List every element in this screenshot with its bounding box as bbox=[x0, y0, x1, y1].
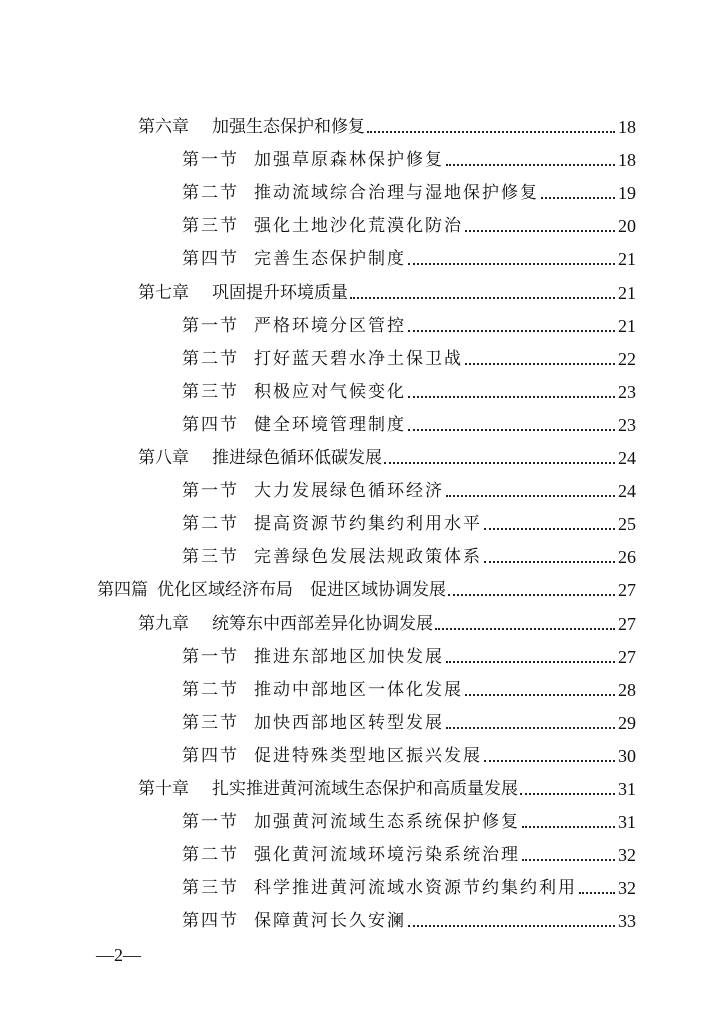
dot-leader bbox=[384, 462, 615, 464]
dot-leader bbox=[522, 859, 615, 861]
toc-entry-section[interactable] bbox=[182, 174, 636, 204]
toc-entry-title: 推进绿色循环低碳发展 bbox=[212, 448, 382, 468]
toc-entry-section[interactable] bbox=[182, 505, 636, 535]
toc-entry-title: 打好蓝天碧水净土保卫战 bbox=[254, 348, 463, 369]
toc-entry-chapter[interactable] bbox=[138, 605, 636, 635]
dot-leader bbox=[522, 826, 615, 828]
toc-entry-section[interactable] bbox=[182, 671, 636, 701]
toc-entry-section[interactable] bbox=[182, 704, 636, 734]
toc-entry-section[interactable] bbox=[182, 141, 636, 171]
toc-entry-number: 第三节 bbox=[182, 381, 239, 402]
toc-entry-number: 第二节 bbox=[182, 845, 239, 866]
toc-entry-number: 第二节 bbox=[182, 679, 239, 700]
toc-entry-number: 第四篇 bbox=[97, 580, 148, 601]
toc-entry-page: 32 bbox=[618, 878, 636, 899]
toc-entry-title: 积极应对气候变化 bbox=[254, 381, 406, 402]
toc-entry-page: 19 bbox=[618, 183, 636, 204]
toc-entry-title: 完善生态保护制度 bbox=[254, 249, 406, 270]
toc-entry-number: 第八章 bbox=[138, 448, 189, 468]
toc-entry-page: 27 bbox=[618, 613, 636, 634]
toc-entry-title: 提高资源节约集约利用水平 bbox=[254, 514, 482, 535]
toc-entry-page: 27 bbox=[618, 646, 636, 667]
dot-leader bbox=[435, 628, 615, 630]
toc-entry-title: 完善绿色发展法规政策体系 bbox=[254, 547, 482, 568]
toc-entry-page: 30 bbox=[618, 745, 636, 766]
toc-entry-title: 强化土地沙化荒漠化防治 bbox=[254, 216, 463, 237]
toc-entry-title: 推动中部地区一体化发展 bbox=[254, 679, 463, 700]
toc-entry-page: 31 bbox=[618, 779, 636, 799]
toc-entry-number: 第四节 bbox=[182, 414, 239, 435]
toc-entry-chapter[interactable] bbox=[138, 770, 636, 800]
toc-entry-number: 第三节 bbox=[182, 547, 239, 568]
toc-entry-page: 28 bbox=[618, 679, 636, 700]
toc-entry-title: 促进特殊类型地区振兴发展 bbox=[254, 745, 482, 766]
toc-entry-number: 第一节 bbox=[182, 315, 239, 336]
toc-entry-page: 26 bbox=[618, 547, 636, 568]
toc-entry-page: 22 bbox=[618, 348, 636, 369]
toc-entry-title: 健全环境管理制度 bbox=[254, 414, 406, 435]
dot-leader bbox=[446, 661, 615, 663]
toc-entry-section[interactable] bbox=[182, 340, 636, 370]
toc-entry-page: 24 bbox=[618, 481, 636, 502]
toc-entry-number: 第九章 bbox=[138, 613, 189, 634]
toc-entry-section[interactable] bbox=[182, 240, 636, 270]
toc-entry-section[interactable] bbox=[182, 869, 636, 899]
toc-entry-number: 第六章 bbox=[138, 117, 189, 137]
toc-entry-page: 27 bbox=[618, 580, 636, 601]
toc-entry-section[interactable] bbox=[182, 902, 636, 932]
toc-entry-number: 第四节 bbox=[182, 249, 239, 270]
toc-entry-title: 加强黄河流域生态系统保护修复 bbox=[254, 812, 520, 833]
toc-entry-page: 31 bbox=[618, 812, 636, 833]
toc-entry-page: 21 bbox=[618, 315, 636, 336]
dot-leader bbox=[408, 925, 615, 927]
toc-entry-number: 第一节 bbox=[182, 646, 239, 667]
dot-leader bbox=[446, 495, 615, 497]
dot-leader bbox=[408, 263, 615, 265]
toc-entry-title: 保障黄河长久安澜 bbox=[254, 911, 406, 932]
toc-entry-title: 加快西部地区转型发展 bbox=[254, 712, 444, 733]
toc-entry-title: 优化区域经济布局 促进区域协调发展 bbox=[157, 580, 446, 601]
toc-entry-section[interactable] bbox=[182, 373, 636, 403]
dot-leader bbox=[484, 528, 615, 530]
toc-entry-number: 第三节 bbox=[182, 878, 239, 899]
dot-leader bbox=[520, 793, 615, 795]
toc-entry-page: 33 bbox=[618, 911, 636, 932]
toc-entry-number: 第一节 bbox=[182, 812, 239, 833]
toc-entry-part[interactable] bbox=[97, 571, 636, 601]
toc-entry-number: 第一节 bbox=[182, 481, 239, 502]
toc-entry-page: 25 bbox=[618, 514, 636, 535]
toc-entry-number: 第七章 bbox=[138, 282, 189, 303]
toc-entry-title: 统筹东中西部差异化协调发展 bbox=[212, 613, 433, 634]
dot-leader bbox=[446, 164, 615, 166]
toc-entry-title: 大力发展绿色循环经济 bbox=[254, 481, 444, 502]
toc-entry-section[interactable] bbox=[182, 638, 636, 668]
toc-entry-section[interactable] bbox=[182, 307, 636, 337]
toc-entry-number: 第十章 bbox=[138, 779, 189, 799]
toc-entry-page: 29 bbox=[618, 712, 636, 733]
toc-entry-number: 第二节 bbox=[182, 348, 239, 369]
toc-entry-section[interactable] bbox=[182, 207, 636, 237]
dot-leader bbox=[484, 561, 615, 563]
toc-entry-title: 推动流域综合治理与湿地保护修复 bbox=[254, 183, 539, 204]
toc-entry-number: 第三节 bbox=[182, 712, 239, 733]
toc-entry-page: 21 bbox=[618, 282, 636, 303]
dot-leader bbox=[408, 330, 615, 332]
toc-entry-page: 18 bbox=[618, 117, 636, 137]
page-number-footer: —2— bbox=[96, 945, 141, 965]
dot-leader bbox=[408, 396, 615, 398]
dot-leader bbox=[579, 892, 615, 894]
toc-entry-page: 24 bbox=[618, 448, 636, 468]
toc-entry-title: 扎实推进黄河流域生态保护和高质量发展 bbox=[212, 779, 518, 799]
toc-entry-number: 第四节 bbox=[182, 745, 239, 766]
toc-entry-section[interactable] bbox=[182, 538, 636, 568]
dot-leader bbox=[350, 297, 615, 299]
toc-entry-title: 巩固提升环境质量 bbox=[212, 282, 348, 303]
dot-leader bbox=[448, 594, 615, 596]
toc-entry-number: 第三节 bbox=[182, 216, 239, 237]
toc-entry-chapter[interactable] bbox=[138, 439, 636, 469]
toc-entry-title: 加强生态保护和修复 bbox=[212, 117, 365, 137]
dot-leader bbox=[484, 760, 615, 762]
toc-entry-section[interactable] bbox=[182, 406, 636, 436]
dot-leader bbox=[446, 727, 615, 729]
toc-entry-number: 第二节 bbox=[182, 183, 239, 204]
toc-entry-number: 第二节 bbox=[182, 514, 239, 535]
toc-entry-section[interactable] bbox=[182, 836, 636, 866]
toc-entry-title: 推进东部地区加快发展 bbox=[254, 646, 444, 667]
toc-entry-chapter[interactable] bbox=[138, 108, 636, 138]
toc-entry-title: 加强草原森林保护修复 bbox=[254, 150, 444, 171]
toc-entry-number: 第四节 bbox=[182, 911, 239, 932]
dot-leader bbox=[367, 131, 615, 133]
toc-entry-section[interactable] bbox=[182, 737, 636, 767]
toc-entry-section[interactable] bbox=[182, 803, 636, 833]
toc-entry-page: 23 bbox=[618, 381, 636, 402]
toc-entry-chapter[interactable] bbox=[138, 274, 636, 304]
dot-leader bbox=[541, 197, 615, 199]
toc-entry-title: 强化黄河流域环境污染系统治理 bbox=[254, 845, 520, 866]
toc-entry-page: 20 bbox=[618, 216, 636, 237]
toc-entry-page: 18 bbox=[618, 150, 636, 171]
dot-leader bbox=[408, 429, 615, 431]
toc-entry-title: 严格环境分区管控 bbox=[254, 315, 406, 336]
toc-entry-section[interactable] bbox=[182, 472, 636, 502]
toc-entry-title: 科学推进黄河流域水资源节约集约利用 bbox=[254, 878, 577, 899]
toc-entry-page: 21 bbox=[618, 249, 636, 270]
toc-entry-page: 32 bbox=[618, 845, 636, 866]
toc-entry-page: 23 bbox=[618, 414, 636, 435]
dot-leader bbox=[465, 694, 615, 696]
toc-entry-number: 第一节 bbox=[182, 150, 239, 171]
dot-leader bbox=[465, 230, 615, 232]
dot-leader bbox=[465, 363, 615, 365]
